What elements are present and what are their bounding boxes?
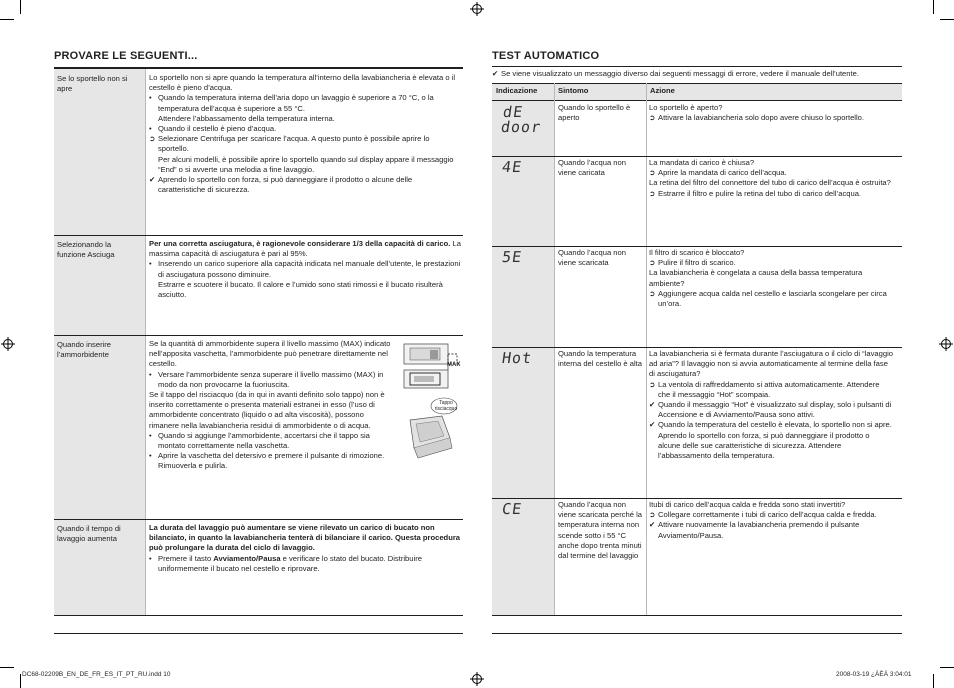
check-icon: ✔ (649, 420, 656, 430)
arrow-icon: ➲ (649, 258, 656, 268)
arrow-icon: ➲ (649, 188, 656, 198)
header-sintomo: Sintomo (558, 86, 589, 95)
row-divider (54, 235, 463, 236)
error-code-text: CE (500, 500, 524, 518)
text-line (149, 339, 394, 370)
text-line (649, 510, 893, 520)
text-line (149, 523, 461, 554)
symptom-text: Quando l’acqua non viene scaricata (558, 248, 626, 268)
line-text (158, 431, 394, 451)
error-code-text: door (499, 118, 543, 136)
line-text-body: Pulire il filtro di scarico. (658, 258, 736, 268)
registration-mark-icon (470, 672, 484, 686)
text-line (649, 103, 893, 113)
row-body (149, 523, 461, 574)
text-line (649, 113, 893, 123)
line-text-body: Se il tappo del risciacquo (da in qui in avanti definito solo tappo) non è inserito correttamente o presenta materiali estranei in esso (l’uso di ammorbidente concentrato (liquido o ad alta viscosità), possono rimanere nella lavabiancheria residui di ammorbidente o di acqua. (149, 390, 385, 430)
line-text (158, 370, 394, 390)
check-icon: ✔ (149, 175, 156, 185)
text-line (149, 114, 461, 124)
line-text (658, 289, 893, 309)
text-line (149, 124, 461, 134)
line-text-body: Estrarre il filtro e pulire la retina del tubo di carico dell’acqua. (658, 188, 862, 198)
line-text (158, 554, 461, 574)
error-code-display (501, 250, 523, 265)
line-text (658, 189, 861, 199)
arrow-icon: ➲ (649, 168, 656, 178)
max-label: MAX (447, 362, 461, 368)
error-code-text: 4E (500, 158, 524, 176)
row-label: Quando il tempo di lavaggio aumenta (57, 524, 121, 544)
text-line (149, 134, 461, 154)
registration-mark-icon (1, 337, 15, 351)
line-text-pre: Premere il tasto (158, 553, 214, 563)
line-text-bold: Avviamento/Pausa (213, 553, 281, 563)
line-text-body: Estrarre e scuotere il bucato. Il calore e l’umido sono stati rimossi e il bucato risulterà asciutto. (158, 279, 443, 300)
bullet-icon: • (149, 369, 152, 379)
line-text-body: Quando la temperatura del cestello è elevata, lo sportello non si apre. Aprendo lo sportello con forza, si può danneggiare il prodotto o alcune delle sue caratteristiche di sicurezza. Attendere l’abbassamento della temperatura. (658, 420, 892, 461)
check-icon: ✔ (492, 69, 499, 78)
text-line (649, 178, 893, 188)
row-label: Quando inserire l’ammorbidente (57, 340, 112, 360)
line-text-body: Attivare la lavabiancheria solo dopo avere chiuso lo sportello. (658, 113, 864, 123)
line-text-body: Se la quantità di ammorbidente supera il livello massimo (MAX) indicato nell’apposita vaschetta, l’ammorbidente può penetrare direttamente nel cestello. (149, 339, 391, 369)
bullet-icon: • (149, 451, 152, 461)
line-text-body: La lavabiancheria è congelata a causa della bassa temperatura ambiente? (649, 268, 863, 288)
error-code-display (501, 160, 523, 175)
row-divider (54, 335, 463, 336)
row-body (149, 339, 394, 472)
header-indicazione: Indicazione (496, 86, 538, 95)
right-table (492, 83, 902, 615)
line-text-body: La retina del filtro del connettore del tubo di carico dell’acqua è ostruita? (649, 178, 891, 188)
arrow-icon: ➲ (649, 288, 656, 298)
line-text-body: e verificare lo stato del bucato. Distribuire uniformemente il bucato nel cestello e riprovare. (158, 553, 422, 573)
registration-mark-icon (939, 337, 953, 351)
intro-note (492, 69, 904, 79)
row-divider (492, 347, 902, 348)
softener-figure (400, 342, 465, 462)
action-text (649, 349, 893, 461)
symptom-text: Quando l’acqua non viene scaricata perché la temperatura interna non scende sotto i 55 °C anche dopo trenta minuti dal termine del lavaggio (558, 500, 642, 561)
line-text (658, 380, 893, 400)
line-text-body: Attivare nuovamente la lavabiancheria premendo il pulsante Avviamento/Pausa. (658, 520, 860, 540)
row-divider (54, 519, 463, 520)
error-code-display (501, 502, 523, 517)
text-line (149, 239, 461, 259)
text-line (649, 420, 893, 461)
row-divider (492, 246, 902, 247)
line-text-body: Quando il messaggio “Hot” è visualizzato sul display, solo i pulsanti di Accensione e di Avviamento/Pausa sono attivi. (658, 400, 892, 420)
bullet-icon: • (149, 553, 152, 563)
line-text (658, 113, 864, 123)
text-line (149, 370, 394, 390)
bullet-icon: • (149, 430, 152, 440)
symptom-text: Quando lo sportello è aperto (558, 103, 631, 123)
line-text-body: Aprire la vaschetta del detersivo e premere il pulsante di rimozione. Rimuoverla e pulirla. (158, 451, 385, 471)
text-line (149, 280, 461, 300)
line-text (158, 175, 461, 195)
line-text (158, 93, 461, 113)
check-icon: ✔ (649, 520, 656, 530)
line-text (158, 124, 276, 134)
line-text-body: Inserendo un carico superiore alla capacità indicata nel manuale dell’utente, le prestazioni di asciugatura possono diminuire. (158, 259, 461, 279)
bullet-icon: • (149, 259, 152, 269)
arrow-icon: ➲ (149, 134, 156, 144)
line-text-body: La ventola di raffreddamento si attiva automaticamente. Attendere che il messaggio “Hot” scompaia. (658, 379, 880, 399)
text-line (149, 390, 394, 431)
text-line (649, 168, 893, 178)
text-line (649, 289, 893, 309)
symptom-text: Quando l’acqua non viene caricata (558, 158, 626, 178)
line-text (658, 400, 893, 420)
row-label: Selezionando la funzione Asciuga (57, 240, 115, 260)
line-text (158, 134, 461, 154)
line-text (158, 451, 394, 471)
text-line (649, 258, 893, 268)
line-text-body: Aggiungere acqua calda nel cestello e lasciarla scongelare per circa un’ora. (658, 288, 887, 309)
row-label: Se lo sportello non si apre (57, 74, 128, 94)
registration-mark-icon (470, 2, 484, 16)
text-line (649, 349, 893, 380)
intro-text: Se viene visualizzato un messaggio diverso dai seguenti messaggi di errore, vedere il manuale dell’utente. (501, 69, 859, 78)
error-code-display (500, 105, 544, 135)
action-text (649, 248, 893, 309)
text-line (149, 175, 461, 195)
line-text-body: Aprire la mandata di carico dell’acqua. (658, 168, 787, 178)
line-text (658, 520, 893, 540)
symptom-text: Quando la temperatura interna del cestello è alta (558, 349, 643, 369)
line-text-body: La massima capacità di asciugatura è pari al 95%. (149, 239, 461, 259)
text-line (149, 259, 461, 279)
line-text (658, 510, 877, 520)
row-body (149, 239, 461, 300)
row-body (149, 73, 461, 195)
line-text-body: Quando la temperatura interna dell’aria dopo un lavaggio è superiore a 70 °C, o la temperatura dell’acqua è superiore a 55 °C. (158, 93, 434, 113)
line-text-body: Quando si aggiunge l’ammorbidente, accertarsi che il tappo sia montato correttamente nella vaschetta. (158, 430, 370, 451)
text-line (649, 268, 893, 288)
text-line (649, 158, 893, 168)
text-line (149, 93, 461, 113)
line-text-body: La durata del lavaggio può aumentare se viene rilevato un carico di bucato non bilanciato, in quanto la lavabiancheria tenterà di bilanciare il carico. Questa procedura può prolungare la durata del ciclo di lavaggio. (149, 523, 461, 553)
right-section-title: TEST AUTOMATICO (492, 50, 600, 62)
action-text (649, 103, 893, 123)
footer-file-name: DC68-02209B_EN_DE_FR_ES_IT_PT_RU.indd 10 (22, 671, 171, 678)
text-line (149, 155, 461, 175)
line-text-body: La mandata di carico è chiusa? (649, 158, 755, 167)
line-text-body: Lo sportello è aperto? (649, 103, 723, 112)
text-line (649, 248, 893, 258)
text-line (649, 400, 893, 420)
text-line (649, 380, 893, 400)
left-table (54, 67, 463, 615)
error-code-display (501, 351, 533, 366)
line-text (158, 259, 461, 279)
line-text-body: Collegare correttamente i tubi di carico dell’acqua calda e fredda. (658, 510, 877, 520)
header-azione: Azione (650, 86, 675, 95)
line-text-body: Attendere l’abbassamento della temperatura interna. (158, 113, 335, 123)
text-line (149, 73, 461, 93)
check-icon: ✔ (649, 400, 656, 410)
line-text-body: Aprendo lo sportello con forza, si può danneggiare il prodotto o alcune delle caratteristiche di sicurezza. (158, 175, 413, 195)
text-line (649, 520, 893, 540)
arrow-icon: ➲ (649, 113, 656, 123)
row-divider (492, 498, 902, 499)
footer-timestamp: 2008-03-19 ¿ÀÈÄ 3:04:01 (836, 671, 912, 678)
error-code-text: 5E (500, 248, 524, 266)
line-text (658, 420, 893, 461)
line-text-body: Versare l’ammorbidente senza superare il livello massimo (MAX) in modo da non provocarne la fuoriuscita. (158, 369, 384, 389)
line-text (658, 258, 736, 268)
arrow-icon: ➲ (649, 379, 656, 389)
text-line (649, 189, 893, 199)
line-text-body: Quando il cestello è pieno d’acqua. (158, 124, 277, 134)
bullet-icon: • (149, 124, 152, 134)
action-text (649, 500, 893, 541)
text-line (149, 431, 394, 451)
text-line (149, 451, 394, 471)
line-text-bold: Per una corretta asciugatura, è ragionevole considerare 1/3 della capacità di carico. (149, 239, 451, 248)
arrow-icon: ➲ (649, 510, 656, 520)
line-text-body: La lavabiancheria si è fermata durante l’asciugatura o il ciclo di “lavaggio ad aria”? Il lavaggio non si avvia automaticamente al termine della fase di asciugatura? (649, 349, 893, 379)
text-line (649, 500, 893, 510)
left-section-title: PROVARE LE SEGUENTI... (54, 50, 198, 62)
error-code-text: dE (501, 103, 525, 121)
line-text-body: Lo sportello non si apre quando la temperatura all’interno della lavabiancheria è elevata o il cestello è pieno d’acqua. (149, 73, 456, 93)
line-text-body: Itubi di carico dell’acqua calda e fredda sono stati invertiti? (649, 500, 846, 509)
line-text-body: Il filtro di scarico è bloccato? (649, 248, 745, 257)
line-text-body: Per alcuni modelli, è possibile aprire lo sportello quando sul display appare il messaggio “End” o si avverte una melodia a fine lavaggio. (158, 154, 454, 174)
line-text (658, 168, 787, 178)
rinse-cap-label: Tappo risciacquo (434, 400, 458, 412)
text-line (149, 554, 461, 574)
action-text (649, 158, 893, 199)
bullet-icon: • (149, 93, 152, 103)
line-text-body: Selezionare Centrifuga per scaricare l’acqua. A questo punto è possibile aprire lo sportello. (158, 134, 430, 154)
row-divider (492, 156, 902, 157)
error-code-text: Hot (500, 349, 534, 367)
